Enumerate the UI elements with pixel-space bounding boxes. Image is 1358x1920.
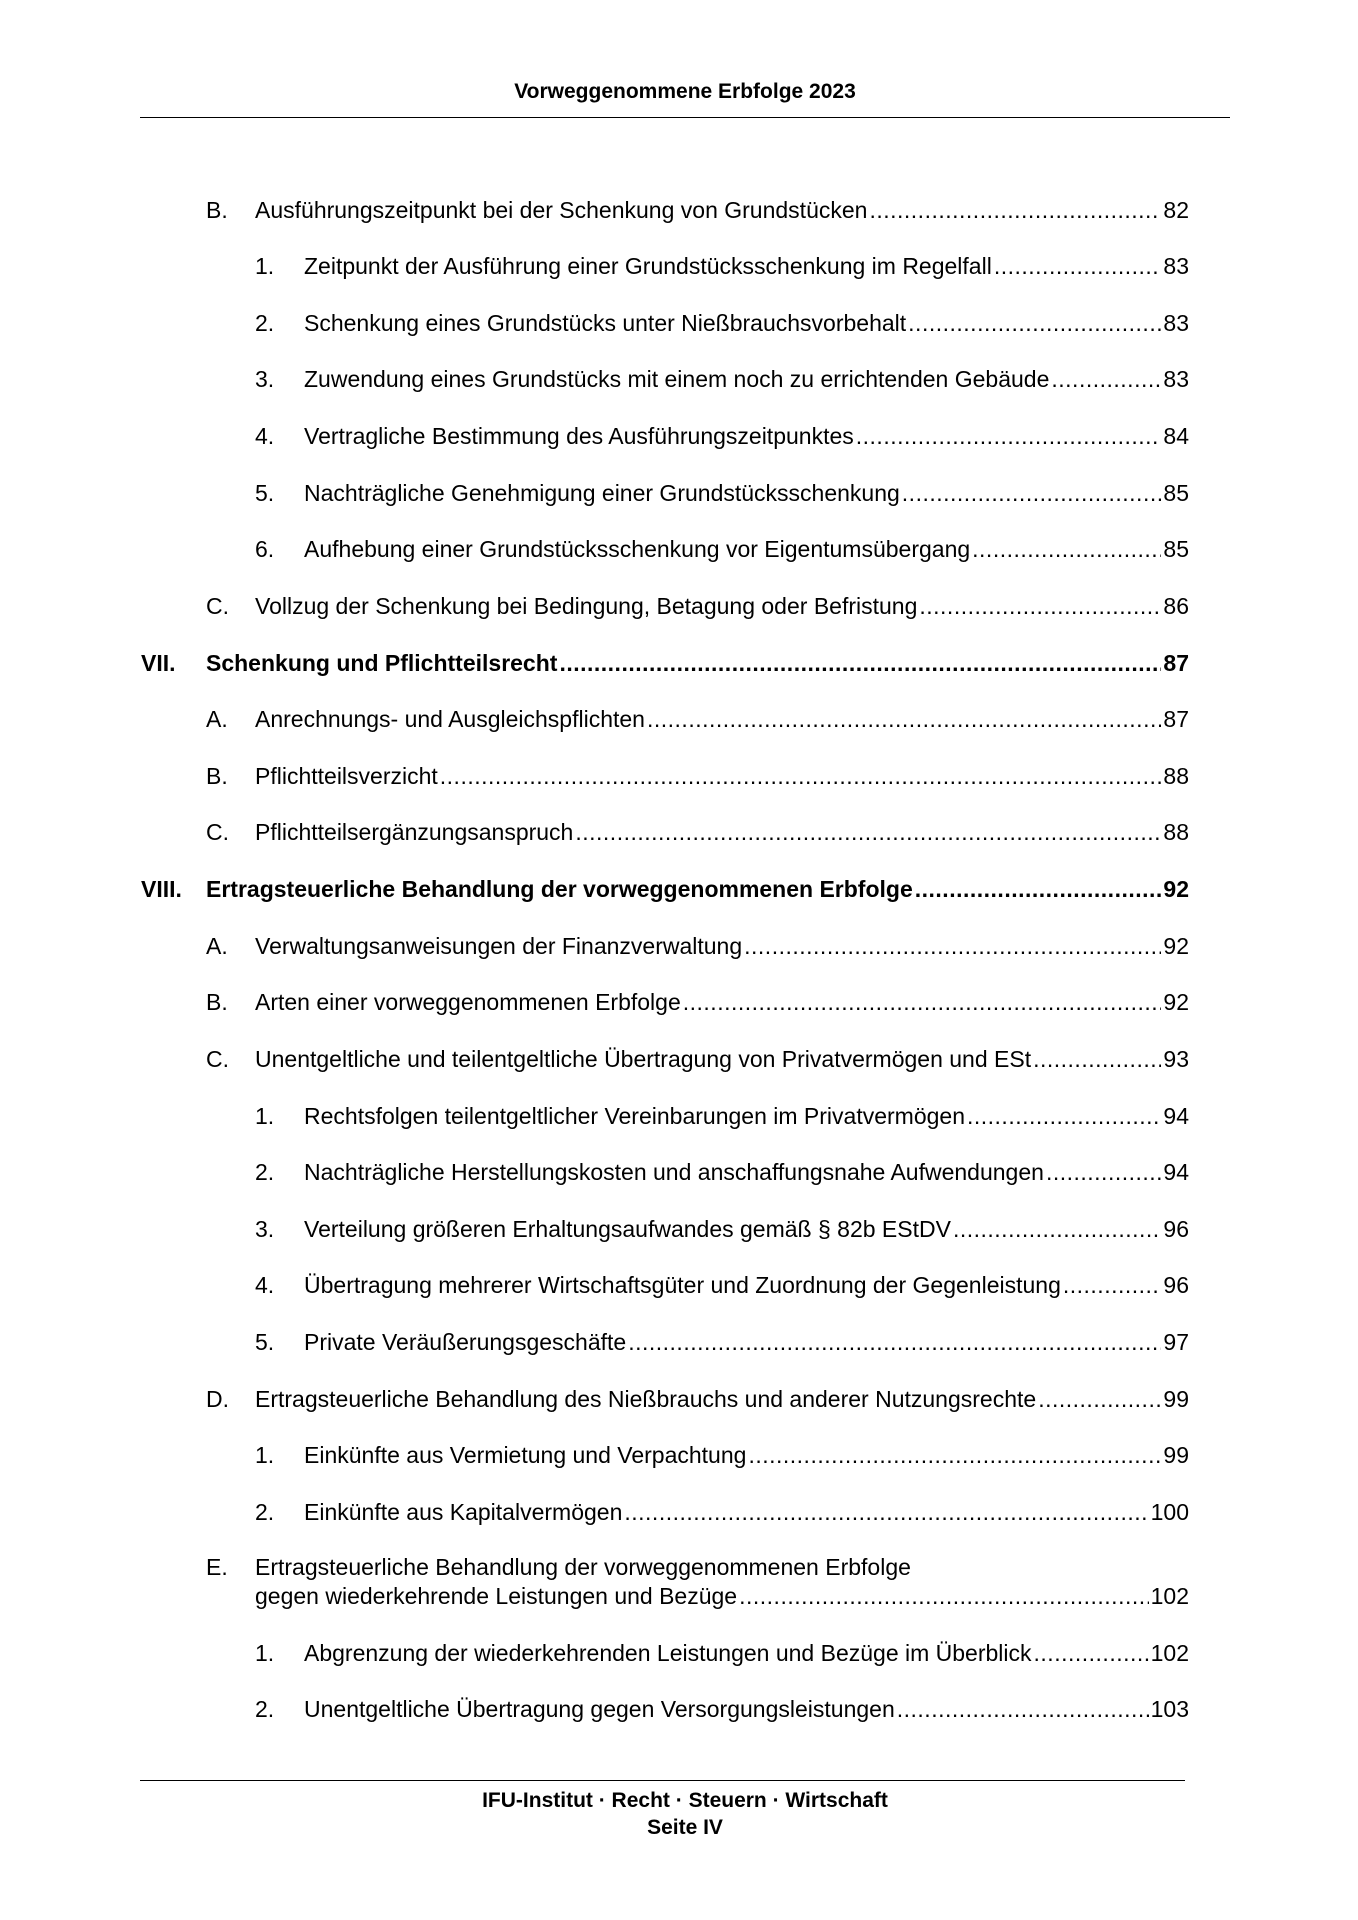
toc-entry-number: 2. bbox=[255, 1696, 275, 1722]
dot-leader bbox=[624, 1497, 1148, 1527]
toc-entry-number: 4. bbox=[255, 423, 275, 449]
toc-entry-number: E. bbox=[206, 1554, 228, 1580]
toc-entry-page: 83 bbox=[1163, 366, 1189, 392]
toc-entry-number: A. bbox=[206, 706, 228, 732]
toc-entry[interactable] bbox=[206, 195, 1189, 225]
toc-entry-page: 99 bbox=[1163, 1386, 1189, 1412]
toc-entry-number: 2. bbox=[255, 1499, 275, 1525]
toc-entry-title: Verteilung größeren Erhaltungsaufwandes gemäß § 82b EStDV bbox=[304, 1216, 951, 1242]
toc-entry[interactable] bbox=[206, 591, 1189, 621]
header-rule bbox=[140, 117, 1230, 118]
toc-entry-title: Zeitpunkt der Ausführung einer Grundstücksschenkung im Regelfall bbox=[304, 253, 992, 279]
toc-entry[interactable] bbox=[255, 1638, 1189, 1668]
toc-entry-number: 2. bbox=[255, 1159, 275, 1185]
toc-entry[interactable] bbox=[255, 1497, 1189, 1527]
toc-entry-number: 4. bbox=[255, 1272, 275, 1298]
toc-entry-title: Arten einer vorweggenommenen Erbfolge bbox=[255, 989, 681, 1015]
toc-entry[interactable] bbox=[206, 1044, 1189, 1074]
toc-entry-page: 83 bbox=[1163, 253, 1189, 279]
toc-entry-title: Schenkung und Pflichtteilsrecht bbox=[206, 650, 558, 676]
toc-entry-number: 5. bbox=[255, 480, 275, 506]
toc-entry-title: Unentgeltliche Übertragung gegen Versorgungsleistungen bbox=[304, 1696, 895, 1722]
toc-entry-number: C. bbox=[206, 1046, 229, 1072]
toc-entry-page: 92 bbox=[1163, 876, 1189, 902]
dot-leader bbox=[915, 874, 1162, 904]
dot-leader bbox=[1033, 1044, 1161, 1074]
dot-leader bbox=[744, 931, 1161, 961]
toc-entry[interactable] bbox=[255, 1214, 1189, 1244]
dot-leader bbox=[739, 1581, 1149, 1611]
toc-entry-page: 86 bbox=[1163, 593, 1189, 619]
dot-leader bbox=[1034, 1638, 1149, 1668]
toc-entry[interactable] bbox=[255, 421, 1189, 451]
toc-entry-page: 87 bbox=[1163, 650, 1189, 676]
toc-entry-title: Rechtsfolgen teilentgeltlicher Vereinbarungen im Privatvermögen bbox=[304, 1103, 965, 1129]
toc-entry[interactable] bbox=[206, 704, 1189, 734]
dot-leader bbox=[869, 195, 1161, 225]
toc-entry-title: Unentgeltliche und teilentgeltliche Übertragung von Privatvermögen und ESt bbox=[255, 1046, 1032, 1072]
toc-entry[interactable] bbox=[206, 1554, 1189, 1611]
toc-entry-number: VII. bbox=[141, 650, 176, 676]
toc-entry-number: 3. bbox=[255, 1216, 275, 1242]
toc-entry-number: D. bbox=[206, 1386, 229, 1412]
toc-entry-page: 100 bbox=[1150, 1499, 1189, 1525]
toc-entry-page: 87 bbox=[1163, 706, 1189, 732]
toc-entry-page: 94 bbox=[1163, 1103, 1189, 1129]
toc-entry-number: 3. bbox=[255, 366, 275, 392]
toc-entry-page: 96 bbox=[1163, 1216, 1189, 1242]
toc-entry-page: 96 bbox=[1163, 1272, 1189, 1298]
toc-entry[interactable] bbox=[255, 251, 1189, 281]
dot-leader bbox=[967, 1101, 1161, 1131]
toc-entry-title: Übertragung mehrerer Wirtschaftsgüter und Zuordnung der Gegenleistung bbox=[304, 1272, 1061, 1298]
toc-entry-title: Einkünfte aus Kapitalvermögen bbox=[304, 1499, 623, 1525]
dot-leader bbox=[575, 817, 1161, 847]
dot-leader bbox=[972, 534, 1161, 564]
toc-entry[interactable] bbox=[255, 1440, 1189, 1470]
toc-entry-page: 83 bbox=[1163, 310, 1189, 336]
dot-leader bbox=[683, 987, 1162, 1017]
footer-publisher: IFU-Institut · Recht · Steuern · Wirtschaft bbox=[482, 1789, 888, 1812]
toc-entry[interactable] bbox=[206, 1384, 1189, 1414]
toc-entry-title: Aufhebung einer Grundstücksschenkung vor Eigentumsübergang bbox=[304, 536, 971, 562]
dot-leader bbox=[994, 251, 1162, 281]
toc-entry-page: 88 bbox=[1163, 819, 1189, 845]
toc-entry-title: Schenkung eines Grundstücks unter Nießbrauchsvorbehalt bbox=[304, 310, 907, 336]
dot-leader bbox=[953, 1214, 1161, 1244]
dot-leader bbox=[1051, 364, 1161, 394]
toc-entry-page: 97 bbox=[1163, 1329, 1189, 1355]
toc-entry-title: gegen wiederkehrende Leistungen und Bezüge bbox=[255, 1583, 738, 1609]
toc-entry-number: A. bbox=[206, 933, 228, 959]
toc-entry-number: C. bbox=[206, 593, 229, 619]
dot-leader bbox=[897, 1694, 1149, 1724]
toc-entry[interactable] bbox=[206, 817, 1189, 847]
toc-entry-title: Nachträgliche Herstellungskosten und anschaffungsnahe Aufwendungen bbox=[304, 1159, 1044, 1185]
toc-entry-page: 85 bbox=[1163, 480, 1189, 506]
dot-leader bbox=[1063, 1270, 1162, 1300]
running-header-title: Vorweggenommene Erbfolge 2023 bbox=[514, 80, 856, 103]
toc-entry[interactable] bbox=[206, 987, 1189, 1017]
toc-entry-title: Anrechnungs- und Ausgleichspflichten bbox=[255, 706, 645, 732]
toc-entry-page: 88 bbox=[1163, 763, 1189, 789]
toc-entry-title: Pflichtteilsergänzungsanspruch bbox=[255, 819, 574, 845]
toc-entry[interactable] bbox=[255, 1101, 1189, 1131]
toc-chapter-entry[interactable] bbox=[141, 874, 1189, 904]
toc-entry-page: 92 bbox=[1163, 933, 1189, 959]
toc-entry-page: 82 bbox=[1163, 197, 1189, 223]
toc-chapter-entry[interactable] bbox=[141, 648, 1189, 678]
toc-entry-number: C. bbox=[206, 819, 229, 845]
toc-entry-title: Vollzug der Schenkung bei Bedingung, Betagung oder Befristung bbox=[255, 593, 918, 619]
toc-entry-page: 93 bbox=[1163, 1046, 1189, 1072]
toc-entry-number: B. bbox=[206, 989, 228, 1015]
toc-entry[interactable] bbox=[206, 931, 1189, 961]
footer-page-number: Seite IV bbox=[647, 1816, 723, 1839]
toc-entry-number: 1. bbox=[255, 1442, 275, 1468]
toc-entry-title: Ertragsteuerliche Behandlung der vorweggenommenen Erbfolge bbox=[206, 876, 913, 902]
toc-entry-number: 5. bbox=[255, 1329, 275, 1355]
toc-entry[interactable] bbox=[206, 761, 1189, 791]
dot-leader bbox=[628, 1327, 1161, 1357]
toc-entry-title: Vertragliche Bestimmung des Ausführungszeitpunktes bbox=[304, 423, 854, 449]
toc-entry-number: 6. bbox=[255, 536, 275, 562]
dot-leader bbox=[1038, 1384, 1161, 1414]
toc-entry-number: 1. bbox=[255, 1640, 275, 1666]
toc-entry[interactable] bbox=[255, 1694, 1189, 1724]
toc-entry-title-line1: Ertragsteuerliche Behandlung der vorweggenommenen Erbfolge bbox=[255, 1554, 911, 1580]
dot-leader bbox=[559, 648, 1161, 678]
toc-entry-page: 102 bbox=[1150, 1640, 1189, 1666]
toc-entry-title: Pflichtteilsverzicht bbox=[255, 763, 438, 789]
toc-entry-page: 99 bbox=[1163, 1442, 1189, 1468]
toc-entry-title: Zuwendung eines Grundstücks mit einem noch zu errichtenden Gebäude bbox=[304, 366, 1050, 392]
dot-leader bbox=[647, 704, 1161, 734]
toc-entry-number: B. bbox=[206, 197, 228, 223]
toc-entry-title: Ertragsteuerliche Behandlung des Nießbrauchs und anderer Nutzungsrechte bbox=[255, 1386, 1037, 1412]
dot-leader bbox=[856, 421, 1162, 451]
toc-entry-title: Abgrenzung der wiederkehrenden Leistungen und Bezüge im Überblick bbox=[304, 1640, 1032, 1666]
toc-entry[interactable] bbox=[255, 534, 1189, 564]
dot-leader bbox=[748, 1440, 1161, 1470]
toc-entry-number: 1. bbox=[255, 1103, 275, 1129]
toc-entry-title: Verwaltungsanweisungen der Finanzverwaltung bbox=[255, 933, 743, 959]
toc-entry-page: 103 bbox=[1150, 1696, 1189, 1722]
toc-entry-page: 94 bbox=[1163, 1159, 1189, 1185]
dot-leader bbox=[440, 761, 1162, 791]
toc-entry[interactable] bbox=[255, 308, 1189, 338]
toc-entry[interactable] bbox=[255, 1270, 1189, 1300]
dot-leader bbox=[902, 478, 1162, 508]
toc-entry-page: 85 bbox=[1163, 536, 1189, 562]
toc-entry-number: B. bbox=[206, 763, 228, 789]
toc-entry-number: 2. bbox=[255, 310, 275, 336]
toc-entry[interactable] bbox=[255, 1157, 1189, 1187]
toc-entry-page: 92 bbox=[1163, 989, 1189, 1015]
footer-rule bbox=[140, 1780, 1185, 1781]
toc-entry-title: Ausführungszeitpunkt bei der Schenkung von Grundstücken bbox=[255, 197, 868, 223]
toc-entry-page: 84 bbox=[1163, 423, 1189, 449]
toc-entry-number: VIII. bbox=[141, 876, 182, 902]
toc-entry-number: 1. bbox=[255, 253, 275, 279]
toc-entry-title: Private Veräußerungsgeschäfte bbox=[304, 1329, 627, 1355]
dot-leader bbox=[919, 591, 1161, 621]
toc-entry-title: Einkünfte aus Vermietung und Verpachtung bbox=[304, 1442, 747, 1468]
toc-entry[interactable] bbox=[255, 1327, 1189, 1357]
toc-entry-title: Nachträgliche Genehmigung einer Grundstücksschenkung bbox=[304, 480, 900, 506]
dot-leader bbox=[908, 308, 1161, 338]
dot-leader bbox=[1046, 1157, 1161, 1187]
toc-entry[interactable] bbox=[255, 364, 1189, 394]
toc-entry-page: 102 bbox=[1150, 1583, 1189, 1609]
toc-entry[interactable] bbox=[255, 478, 1189, 508]
